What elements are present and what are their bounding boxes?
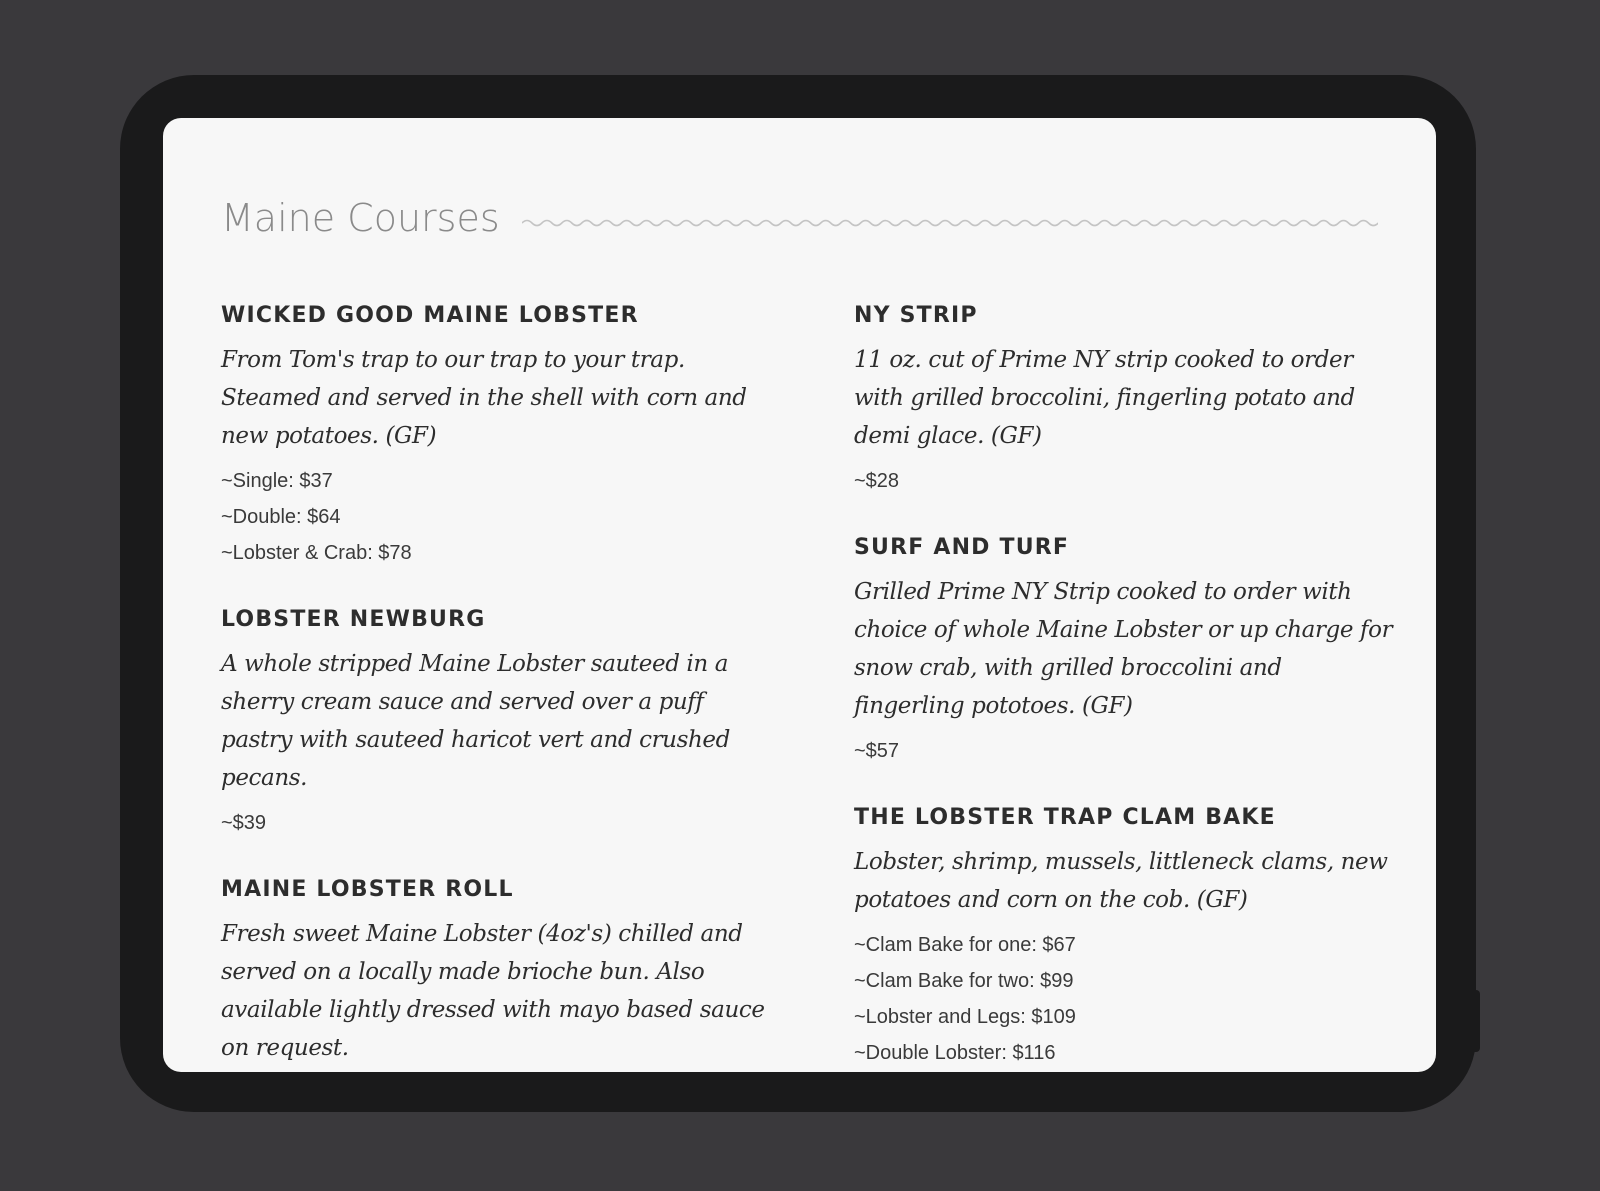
tablet-side-button	[1464, 990, 1480, 1052]
price-list	[854, 463, 1394, 499]
item-description: From Tom's trap to our trap to your trap. Steamed and served in the shell with corn and new potatoes. (GF)	[221, 347, 747, 449]
item-name: THE LOBSTER TRAP CLAM BAKE	[854, 805, 1276, 830]
price-list	[221, 805, 781, 841]
wavy-divider	[522, 216, 1378, 230]
price-option: ~$39	[221, 812, 267, 834]
price-option: ~$57	[854, 740, 900, 762]
price-option: ~Double Lobster: $116	[854, 1042, 1056, 1064]
item-name: SURF AND TURF	[854, 535, 1070, 560]
price-option: ~Double: $64	[221, 506, 341, 528]
menu-item	[854, 533, 1394, 769]
item-name: WICKED GOOD MAINE LOBSTER	[221, 303, 639, 328]
price-option: ~Lobster & Crab: $78	[221, 542, 412, 564]
item-description: Lobster, shrimp, mussels, littleneck clams, new potatoes and corn on the cob. (GF)	[854, 849, 1388, 913]
item-description: Grilled Prime NY Strip cooked to order with choice of whole Maine Lobster or up charge for snow crab, with grilled broccolini and fingerling pototoes. (GF)	[854, 579, 1393, 719]
menu-item	[854, 803, 1394, 1071]
price-list	[854, 733, 1394, 769]
price-option: ~Clam Bake for one: $67	[854, 934, 1076, 956]
left-column	[221, 301, 781, 1072]
price-option: ~$28	[854, 470, 900, 492]
menu-screen[interactable]	[163, 118, 1436, 1072]
price-list	[854, 927, 1394, 1071]
menu-item	[221, 301, 781, 571]
right-column	[854, 301, 1394, 1072]
item-description: A whole stripped Maine Lobster sauteed in a sherry cream sauce and served over a puff pastry with sauteed haricot vert and crushed pecans.	[221, 651, 730, 791]
price-option: ~Single: $37	[221, 470, 333, 492]
item-name: NY STRIP	[854, 303, 978, 328]
price-list	[221, 463, 781, 571]
item-name: LOBSTER NEWBURG	[221, 607, 486, 632]
section-header	[221, 190, 1378, 246]
menu-item	[854, 301, 1394, 499]
section-title: Maine Courses	[221, 196, 500, 240]
item-description: Fresh sweet Maine Lobster (4oz's) chilled and served on a locally made brioche bun. Also available lightly dressed with mayo based sauce on request.	[221, 921, 765, 1061]
item-description: 11 oz. cut of Prime NY strip cooked to order with grilled broccolini, fingerling potato and demi glace. (GF)	[854, 347, 1355, 449]
price-option: ~Clam Bake for two: $99	[854, 970, 1074, 992]
menu-item	[221, 605, 781, 841]
menu-item	[221, 875, 781, 1067]
item-name: MAINE LOBSTER ROLL	[221, 877, 514, 902]
price-option: ~Lobster and Legs: $109	[854, 1006, 1076, 1028]
